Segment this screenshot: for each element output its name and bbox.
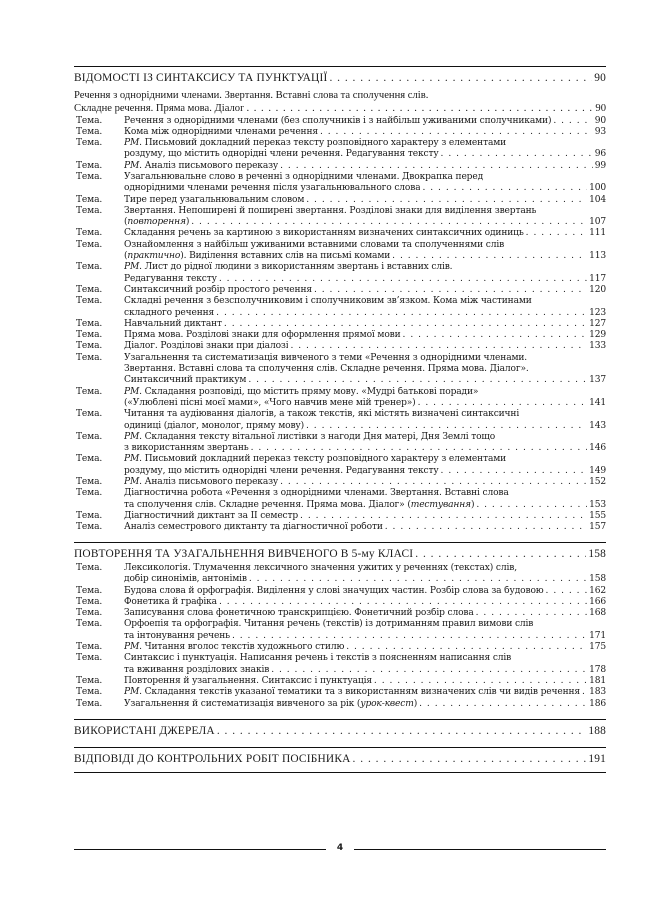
topic-text: однорідними членами речення після узагальнювального слова [124,183,421,194]
toc-entry-line [74,687,606,698]
topic-text: Синтаксичний практикум [124,375,247,386]
subheading [74,89,606,102]
topic-page: 168 [589,608,606,619]
topic-page: 183 [589,687,606,698]
toc-entry [74,586,606,597]
toc-entry-line [74,676,606,687]
leader-dots [248,375,587,386]
leader-dots [217,724,586,739]
leader-dots [280,477,587,488]
topic-text: РМ. Лист до рідної людини з використанням звертань і вставних слів. [124,262,453,273]
toc-entry-line [74,398,606,409]
leader-dots [306,195,587,206]
topic-text: Будова слова й орфографія. Виділення у слові значущих частин. Розбір слова за будовою [124,585,544,596]
topic-text: Звертання. Непоширені й поширені звертання. Розділові знаки для виділення звертань [124,205,537,216]
leader-dots [232,631,587,642]
topic-page: 127 [589,318,606,329]
topic-label: Тема. [76,239,103,250]
toc-entry [74,409,606,432]
topic-page: 113 [589,251,606,262]
topic-text: Узагальнення та систематизація вивченого з теми «Речення з однорідними членами. [124,352,528,363]
topic-text: добір синонімів, антонімів [124,574,247,585]
toc-entry-line [74,511,606,522]
toc-entry-line [74,341,606,352]
topic-list [74,116,606,534]
topic-page: 100 [589,183,606,194]
toc-entry-line [74,161,606,172]
toc-entry [74,511,606,522]
topic-page: 111 [589,228,606,239]
toc-entry-line [74,488,606,499]
subheading-page: 90 [595,102,606,114]
toc-entry-line [74,608,606,619]
toc-entry-line [74,251,606,262]
toc-entry [74,341,606,352]
toc-entry-line [74,597,606,608]
topic-text: Узагальнювальне слово в реченні з однорідними членами. Двокрапка перед [124,171,484,182]
topic-page: 133 [589,341,606,352]
topic-page: 178 [589,664,606,675]
topic-label: Тема. [76,596,103,607]
topic-label: Тема. [76,160,103,171]
leader-dots [249,574,587,585]
topic-label: Тема. [76,284,103,295]
topic-page: 120 [589,284,606,295]
topic-page: 141 [589,397,606,408]
leader-dots [329,71,592,86]
leader-dots [419,699,587,710]
topic-page: 155 [589,510,606,521]
topic-text: Синтаксичний розбір простого речення [124,284,312,295]
topic-text: роздуму, що містить однорідні члени речення. Редагування тексту [124,149,439,160]
leader-dots [553,116,592,127]
toc-entry [74,563,606,586]
topic-label: Тема. [76,431,103,442]
toc-entry-line [74,642,606,653]
topic-page: 117 [589,273,606,284]
leader-dots [290,341,587,352]
section-heading-page: 90 [594,72,606,84]
leader-dots [216,308,587,319]
section-rule [74,719,606,720]
page-footer [74,843,606,857]
topic-page: 137 [589,375,606,386]
topic-page: 149 [589,465,606,476]
toc-entry-line [74,432,606,443]
toc-entry [74,699,606,710]
leader-dots [403,330,588,341]
section-heading-text: ВИКОРИСТАНІ ДЖЕРЕЛА [74,724,215,737]
toc-entry-line [74,274,606,285]
topic-label: Тема. [76,194,103,205]
topic-text: («Улюблені пісні моєї мами», «Чого навчив мене мій тренер») [124,397,416,408]
topic-text: Речення з однорідними членами (без сполучників і з найбільш уживаними сполучниками) [124,115,552,126]
toc-entry-line [74,653,606,664]
toc-entry-line [74,330,606,341]
topic-text: Кома між однорідними членами речення [124,126,318,137]
leader-dots [251,443,587,454]
toc-entry-line [74,195,606,206]
toc-entry-line [74,665,606,676]
toc-entry-line [74,308,606,319]
toc-entry-line [74,364,606,375]
toc-entry-line [74,285,606,296]
subheading-text: Складне речення. Пряма мова. Діалог [74,102,245,114]
leader-dots [546,586,588,597]
topic-text: Аналіз семестрового диктанту та діагностичної роботи [124,522,383,533]
topic-page: 146 [589,443,606,454]
section-heading [74,724,606,739]
subheading [74,102,606,115]
toc-entry [74,653,606,676]
topic-text: Редагування тексту [124,273,217,284]
toc-entry-line [74,522,606,533]
section-heading-text: ПОВТОРЕННЯ ТА УЗАГАЛЬНЕННЯ ВИВЧЕНОГО В 5-му КЛАСІ [74,548,414,561]
topic-page: 123 [589,307,606,318]
topic-page: 166 [589,596,606,607]
leader-dots [374,676,587,687]
topic-text: складного речення [124,307,215,318]
topic-text: Повторення й узагальнення. Синтаксис і пунктуація [124,675,372,686]
topic-page: 143 [589,420,606,431]
topic-label: Тема. [76,126,103,137]
topic-label: Тема. [76,341,103,352]
toc-entry-line [74,127,606,138]
toc-section [74,538,606,712]
toc-entry [74,608,606,619]
section-heading-page: 191 [588,753,606,766]
topic-page: 181 [589,675,606,686]
topic-label: Тема. [76,330,103,341]
topic-label: Тема. [76,642,103,653]
leader-dots [392,251,587,262]
toc-entry-line [74,228,606,239]
topic-label: Тема. [76,675,103,686]
topic-page: 162 [589,585,606,596]
leader-dots [246,102,593,115]
topic-page: 175 [589,642,606,653]
toc-entry [74,488,606,511]
toc-entry [74,477,606,488]
topic-list [74,563,606,710]
toc-entry [74,296,606,319]
leader-dots [353,752,587,767]
topic-text: РМ. Аналіз письмового переказу [124,160,279,171]
toc-entry-line [74,217,606,228]
toc-entry-line [74,574,606,585]
section-heading-text: ВІДПОВІДІ ДО КОНТРОЛЬНИХ РОБІТ ПОСІБНИКА [74,753,351,766]
toc-entry-line [74,183,606,194]
topic-page: 104 [589,194,606,205]
topic-label: Тема. [76,115,103,126]
leader-dots [219,274,587,285]
topic-text: Діагностична робота «Речення з однорідними членами. Звертання. Вставні слова [124,488,509,499]
topic-text: та інтонування речень [124,630,230,641]
leader-dots [306,421,587,432]
table-of-contents [74,62,606,773]
topic-text: Синтаксис і пунктуація. Написання речень і текстів з поясненням написання слів [124,653,512,664]
toc-entry-line [74,409,606,420]
topic-text: Читання та аудіювання діалогів, а також текстів, які містять визначені синтаксичні [124,409,520,420]
toc-entry-line [74,138,606,149]
topic-text: одиниці (діалог, монолог, пряму мову) [124,420,305,431]
section-heading [74,752,606,767]
topic-text: з використанням звертань [124,443,249,454]
toc-entry-line [74,477,606,488]
toc-section [74,62,606,536]
toc-entry-line [74,172,606,183]
leader-dots [415,547,586,562]
topic-label: Тема. [76,171,103,182]
topic-label: Тема. [76,352,103,363]
topic-page: 171 [589,630,606,641]
topic-label: Тема. [76,138,103,149]
topic-label: Тема. [76,510,103,521]
toc-entry [74,240,606,263]
toc-section [74,743,606,770]
toc-entry [74,387,606,410]
topic-page: 107 [589,217,606,228]
topic-label: Тема. [76,608,103,619]
topic-text: РМ. Письмовий докладний переказ тексту розповідного характеру з елементами [124,454,507,465]
leader-dots [476,608,587,619]
toc-entry [74,138,606,161]
topic-label: Тема. [76,488,103,499]
toc-entry-line [74,319,606,330]
toc-entry [74,522,606,533]
topic-text: Узагальнення й систематизація вивченого за рік (урок-квест) [124,698,418,709]
toc-entry-line [74,586,606,597]
toc-entry [74,161,606,172]
toc-entry [74,285,606,296]
topic-label: Тема. [76,454,103,465]
toc-entry-line [74,206,606,217]
topic-text: Складання речень за картиною з використанням визначених синтаксичних одиниць [124,228,524,239]
topic-label: Тема. [76,619,103,630]
topic-text: РМ. Складання тексту вітальної листівки з нагоди Дня матері, Дня Землі тощо [124,431,496,442]
topic-label: Тема. [76,585,103,596]
topic-page: 90 [594,115,606,126]
leader-dots [385,522,587,533]
topic-label: Тема. [76,386,103,397]
toc-entry-line [74,443,606,454]
topic-text: Діагностичний диктант за ІІ семестр [124,510,299,521]
topic-label: Тема. [76,522,103,533]
topic-label: Тема. [76,653,103,664]
toc-entry [74,206,606,229]
leader-dots [526,228,587,239]
topic-text: (практично). Виділення вставних слів на письмі комами [124,251,391,262]
section-rule [74,66,606,67]
topic-text: Пряма мова. Розділові знаки для оформлення прямої мови [124,330,401,341]
topic-label: Тема. [76,562,103,573]
topic-page: 93 [594,126,606,137]
subheading-text: Речення з однорідними членами. Звертання. Вставні слова та сполучення слів. [74,89,429,101]
toc-entry-line [74,454,606,465]
toc-entry-line [74,116,606,127]
toc-entry-line [74,421,606,432]
toc-entry-line [74,500,606,511]
topic-text: Тире перед узагальнювальним словом [124,194,305,205]
topic-page: 158 [589,574,606,585]
leader-dots [476,500,587,511]
topic-text: РМ. Складання розповіді, що містить пряму мову. «Мудрі батькові поради» [124,386,479,397]
topic-text: РМ. Аналіз письмового переказу [124,477,279,487]
leader-dots [300,511,587,522]
toc-entry [74,454,606,477]
topic-text: РМ. Письмовий докладний переказ тексту розповідного характеру з елементами [124,138,507,149]
topic-label: Тема. [76,477,103,487]
toc-entry [74,432,606,455]
topic-text: Навчальний диктант [124,318,222,329]
topic-text: РМ. Читання вголос текстів художнього стилю [124,642,345,653]
toc-entry [74,262,606,285]
leader-dots [441,466,588,477]
section-rule [74,772,606,773]
toc-entry-line [74,296,606,307]
topic-label: Тема. [76,205,103,216]
topic-label: Тема. [76,687,103,698]
section-heading-text: ВІДОМОСТІ ІЗ СИНТАКСИСУ ТА ПУНКТУАЦІЇ [74,72,328,84]
toc-entry-line [74,563,606,574]
topic-text: та вживання розділових знаків [124,664,270,675]
toc-entry [74,676,606,687]
toc-entry-line [74,375,606,386]
leader-dots [422,183,587,194]
toc-entry [74,330,606,341]
toc-entry-line [74,262,606,273]
topic-page: 153 [589,499,606,510]
topic-text: та сполучення слів. Складне речення. Пряма мова. Діалог» (тестування) [124,499,475,510]
toc-entry [74,319,606,330]
leader-dots [191,217,587,228]
topic-text: Діалог. Розділові знаки при діалозі [124,341,289,352]
toc-entry [74,597,606,608]
section-heading [74,547,606,562]
topic-text: Складні речення з безсполучниковим і сполучниковим зв’язком. Кома між частинами [124,296,532,307]
leader-dots [219,597,587,608]
toc-entry-line [74,631,606,642]
footer-rule-right [354,849,606,850]
toc-entry [74,353,606,387]
toc-entry-line [74,353,606,364]
topic-label: Тема. [76,296,103,307]
leader-dots [441,149,593,160]
section-heading [74,71,606,86]
topic-page: 152 [589,477,606,487]
leader-dots [314,285,587,296]
toc-entry-line [74,240,606,251]
topic-text: Звертання. Вставні слова та сполучення слів. Складне речення. Пряма мова. Діалог». [124,364,529,375]
section-heading-page: 188 [588,724,606,737]
topic-label: Тема. [76,698,103,709]
topic-page: 129 [589,330,606,341]
topic-text: РМ. Складання текстів указаної тематики та з використанням визначених слів чи видів речення [124,687,580,698]
leader-dots [320,127,593,138]
toc-entry-line [74,699,606,710]
topic-page: 99 [594,160,606,171]
topic-text: Фонетика й графіка [124,596,217,607]
toc-entry [74,642,606,653]
topic-label: Тема. [76,318,103,329]
leader-dots [280,161,593,172]
topic-page: 157 [589,522,606,533]
topic-page: 186 [589,698,606,709]
topic-text: роздуму, що містить однорідні члени речення. Редагування тексту [124,465,439,476]
toc-entry [74,116,606,127]
leader-dots [224,319,587,330]
section-rule [74,542,606,543]
topic-label: Тема. [76,409,103,420]
toc-entry [74,687,606,698]
leader-dots [271,665,587,676]
topic-text: (повторення) [124,217,190,228]
section-rule [74,747,606,748]
toc-entry [74,127,606,138]
toc-entry [74,619,606,642]
section-heading-page: 158 [588,548,606,561]
topic-page: 96 [594,149,606,160]
topic-label: Тема. [76,228,103,239]
toc-entry-line [74,466,606,477]
leader-dots [346,642,587,653]
topic-text: Орфоепія та орфографія. Читання речень (текстів) із дотриманням правил вимови слів [124,619,534,630]
toc-section [74,715,606,742]
toc-entry [74,172,606,195]
page-number: 4 [336,843,344,853]
leader-dots [582,687,587,698]
topic-text: Лексикологія. Тлумачення лексичного значення ужитих у реченнях (текстах) слів, [124,562,517,573]
topic-text: Записування слова фонетичною транскрипцією. Фонетичний розбір слова [124,608,474,619]
topic-label: Тема. [76,262,103,273]
toc-entry [74,195,606,206]
toc-entry-line [74,387,606,398]
toc-entry-line [74,619,606,630]
toc-entry-line [74,149,606,160]
toc-entry [74,228,606,239]
leader-dots [418,398,588,409]
topic-text: Ознайомлення з найбільш уживаними вставними словами та сполученнями слів [124,239,505,250]
